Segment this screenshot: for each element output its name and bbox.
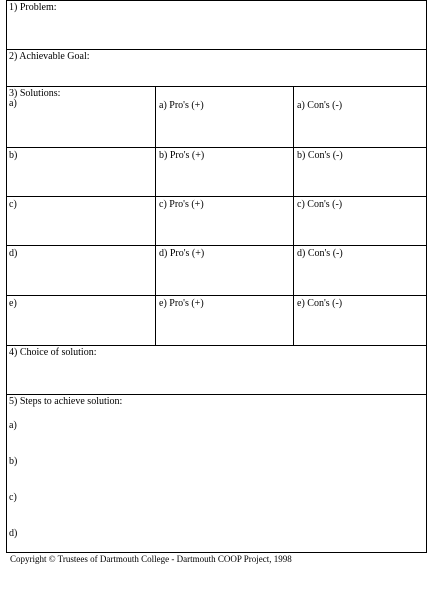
solution-option-label: e)	[9, 298, 17, 309]
cons-label: e) Con's (-)	[297, 298, 343, 309]
solution-row-a-option[interactable]	[6, 86, 155, 147]
problem-label: 1) Problem:	[9, 2, 57, 13]
solution-row-d-cons[interactable]	[294, 245, 426, 295]
problem-section[interactable]	[6, 0, 427, 49]
pros-label: e) Pro's (+)	[159, 298, 204, 309]
goal-label: 2) Achievable Goal:	[9, 51, 90, 62]
solution-option-label: d)	[9, 248, 18, 259]
problem-solving-form	[6, 0, 427, 553]
step-item-label: d)	[9, 528, 18, 539]
cons-label: c) Con's (-)	[297, 199, 343, 210]
step-item-label: c)	[9, 492, 17, 503]
choice-label: 4) Choice of solution:	[9, 347, 97, 358]
step-item-label: b)	[9, 456, 18, 467]
solution-row-e-pros[interactable]	[156, 295, 293, 345]
solution-row-b-pros[interactable]	[156, 147, 293, 196]
steps-section[interactable]	[6, 394, 427, 552]
solution-row-b-cons[interactable]	[294, 147, 426, 196]
solution-row-d-pros[interactable]	[156, 245, 293, 295]
solution-row-c-pros[interactable]	[156, 196, 293, 245]
cons-label: d) Con's (-)	[297, 248, 343, 259]
copyright-footer: Copyright © Trustees of Dartmouth College - Dartmouth COOP Project, 1998	[10, 554, 292, 564]
pros-label: c) Pro's (+)	[159, 199, 204, 210]
pros-label: d) Pro's (+)	[159, 248, 205, 259]
choice-section[interactable]	[6, 345, 427, 394]
solution-option-label: b)	[9, 150, 18, 161]
solutions-heading: 3) Solutions:	[9, 88, 61, 99]
goal-section[interactable]	[6, 49, 427, 86]
steps-heading: 5) Steps to achieve solution:	[9, 396, 123, 407]
solution-row-b-option[interactable]	[6, 147, 155, 196]
cons-label: a) Con's (-)	[297, 100, 343, 111]
solution-row-e-cons[interactable]	[294, 295, 426, 345]
step-item-label: a)	[9, 420, 17, 431]
solution-option-label: c)	[9, 199, 17, 210]
solution-row-e-option[interactable]	[6, 295, 155, 345]
solution-row-a-pros[interactable]	[156, 86, 293, 147]
cons-label: b) Con's (-)	[297, 150, 343, 161]
solution-row-a-cons[interactable]	[294, 86, 426, 147]
solution-row-c-cons[interactable]	[294, 196, 426, 245]
solution-row-d-option[interactable]	[6, 245, 155, 295]
pros-label: b) Pro's (+)	[159, 150, 205, 161]
pros-label: a) Pro's (+)	[159, 100, 204, 111]
solution-row-c-option[interactable]	[6, 196, 155, 245]
form-border-bottom	[6, 552, 427, 553]
solution-option-label: a)	[9, 98, 17, 109]
